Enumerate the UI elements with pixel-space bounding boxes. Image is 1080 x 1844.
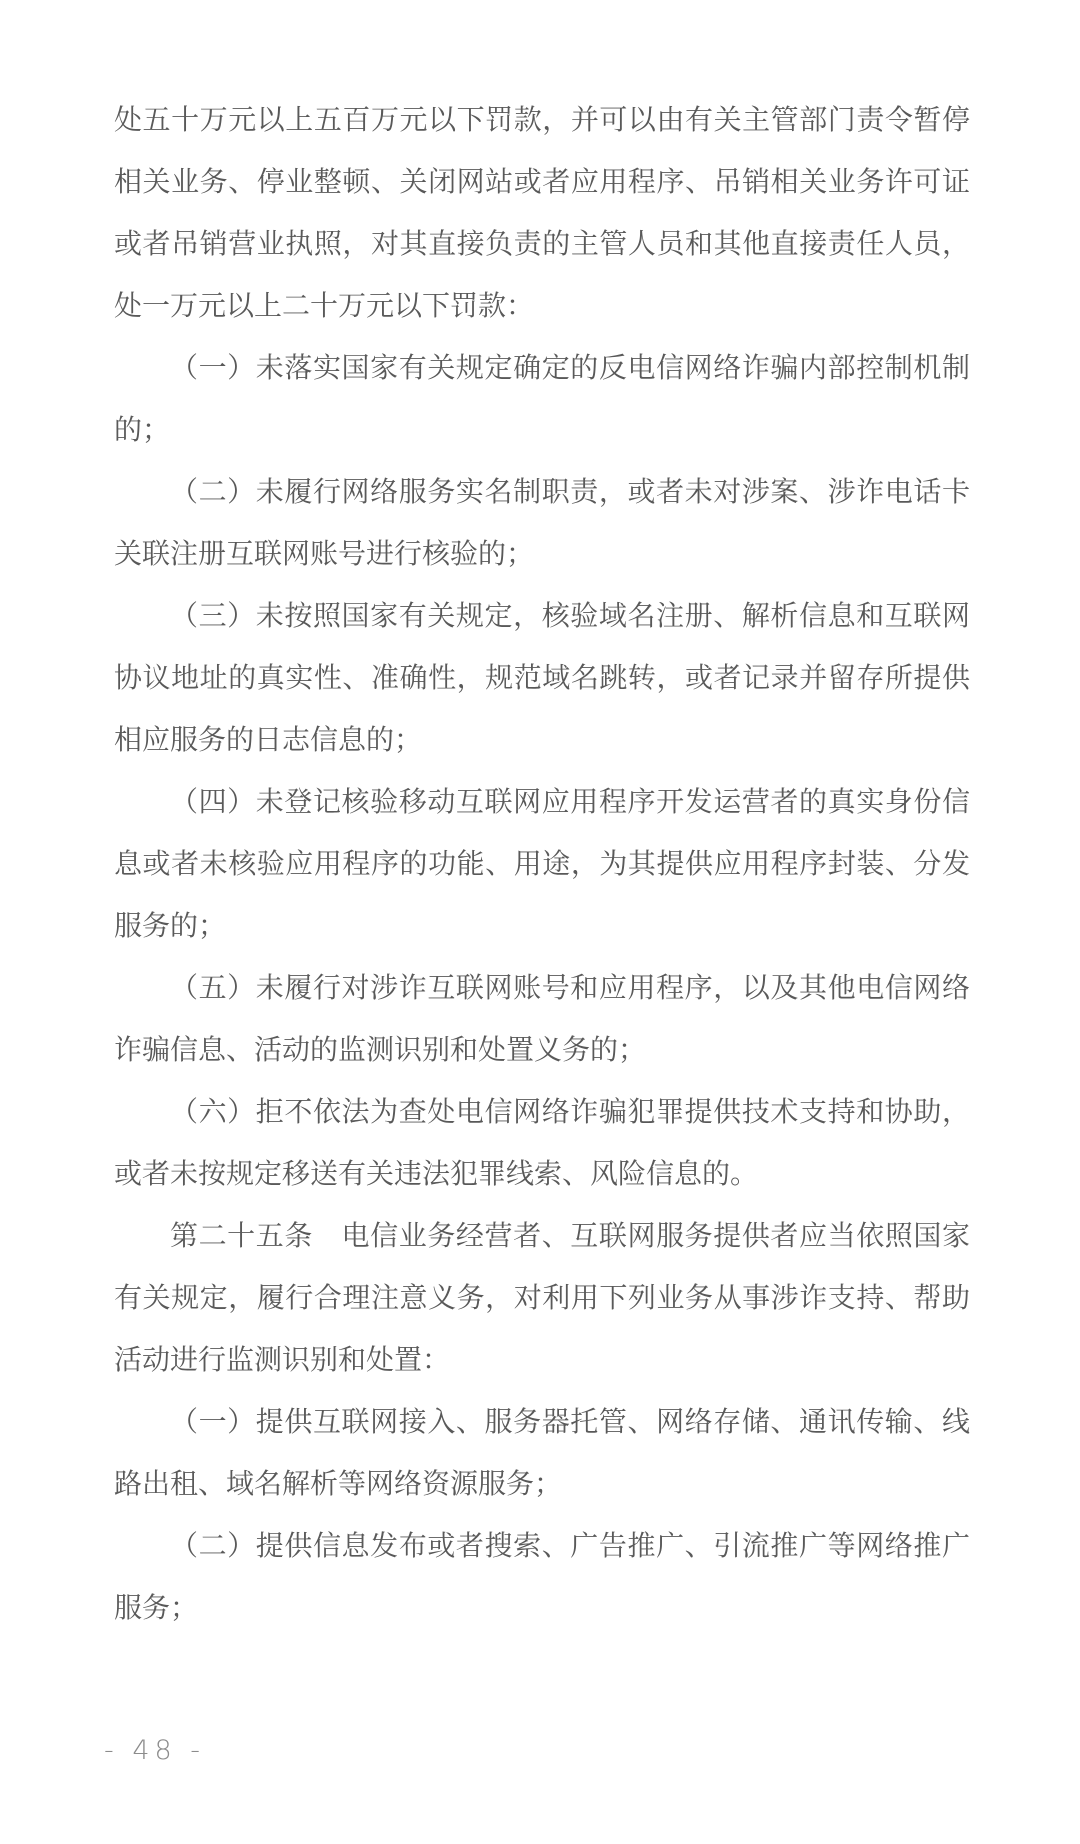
text-line: （二）提供信息发布或者搜索、广告推广、引流推广等网络推广 (170, 1529, 970, 1562)
text-line: 处五十万元以上五百万元以下罚款，并可以由有关主管部门责令暂停 (114, 103, 970, 136)
text-line: （三）未按照国家有关规定，核验域名注册、解析信息和互联网 (170, 599, 970, 632)
text-line: 处一万元以上二十万元以下罚款： (114, 289, 535, 322)
text-line: （六）拒不依法为查处电信网络诈骗犯罪提供技术支持和协助， (170, 1095, 970, 1128)
text-line: （一）未落实国家有关规定确定的反电信网络诈骗内部控制机制 (170, 351, 970, 384)
text-block (114, 89, 970, 1639)
text-line: 有关规定，履行合理注意义务，对利用下列业务从事涉诈支持、帮助 (114, 1281, 970, 1314)
text-line: （五）未履行对涉诈互联网账号和应用程序，以及其他电信网络 (170, 971, 970, 1004)
text-line: 的； (114, 413, 171, 446)
page-number: - 48 - (104, 1735, 206, 1766)
text-line: 服务； (114, 1591, 199, 1624)
text-line: 服务的； (114, 909, 227, 942)
page-footer (104, 1735, 205, 1766)
text-line: 相关业务、停业整顿、关闭网站或者应用程序、吊销相关业务许可证 (114, 165, 970, 198)
text-line: （四）未登记核验移动互联网应用程序开发运营者的真实身份信 (170, 785, 970, 818)
text-line: 诈骗信息、活动的监测识别和处置义务的； (114, 1033, 647, 1066)
text-line: 相应服务的日志信息的； (114, 723, 423, 756)
text-line: 关联注册互联网账号进行核验的； (114, 537, 535, 570)
text-line: （一）提供互联网接入、服务器托管、网络存储、通讯传输、线 (170, 1405, 970, 1438)
text-line: 第二十五条 电信业务经营者、互联网服务提供者应当依照国家 (170, 1219, 970, 1252)
text-line: （二）未履行网络服务实名制职责，或者未对涉案、涉诈电话卡 (170, 475, 970, 508)
text-line: 协议地址的真实性、准确性，规范域名跳转，或者记录并留存所提供 (114, 661, 970, 694)
text-line: 息或者未核验应用程序的功能、用途，为其提供应用程序封装、分发 (114, 847, 970, 880)
text-line: 路出租、域名解析等网络资源服务； (114, 1467, 563, 1500)
text-line: 或者未按规定移送有关违法犯罪线索、风险信息的。 (114, 1157, 759, 1190)
text-line: 或者吊销营业执照，对其直接负责的主管人员和其他直接责任人员， (114, 227, 970, 260)
text-line: 活动进行监测识别和处置： (114, 1343, 451, 1376)
